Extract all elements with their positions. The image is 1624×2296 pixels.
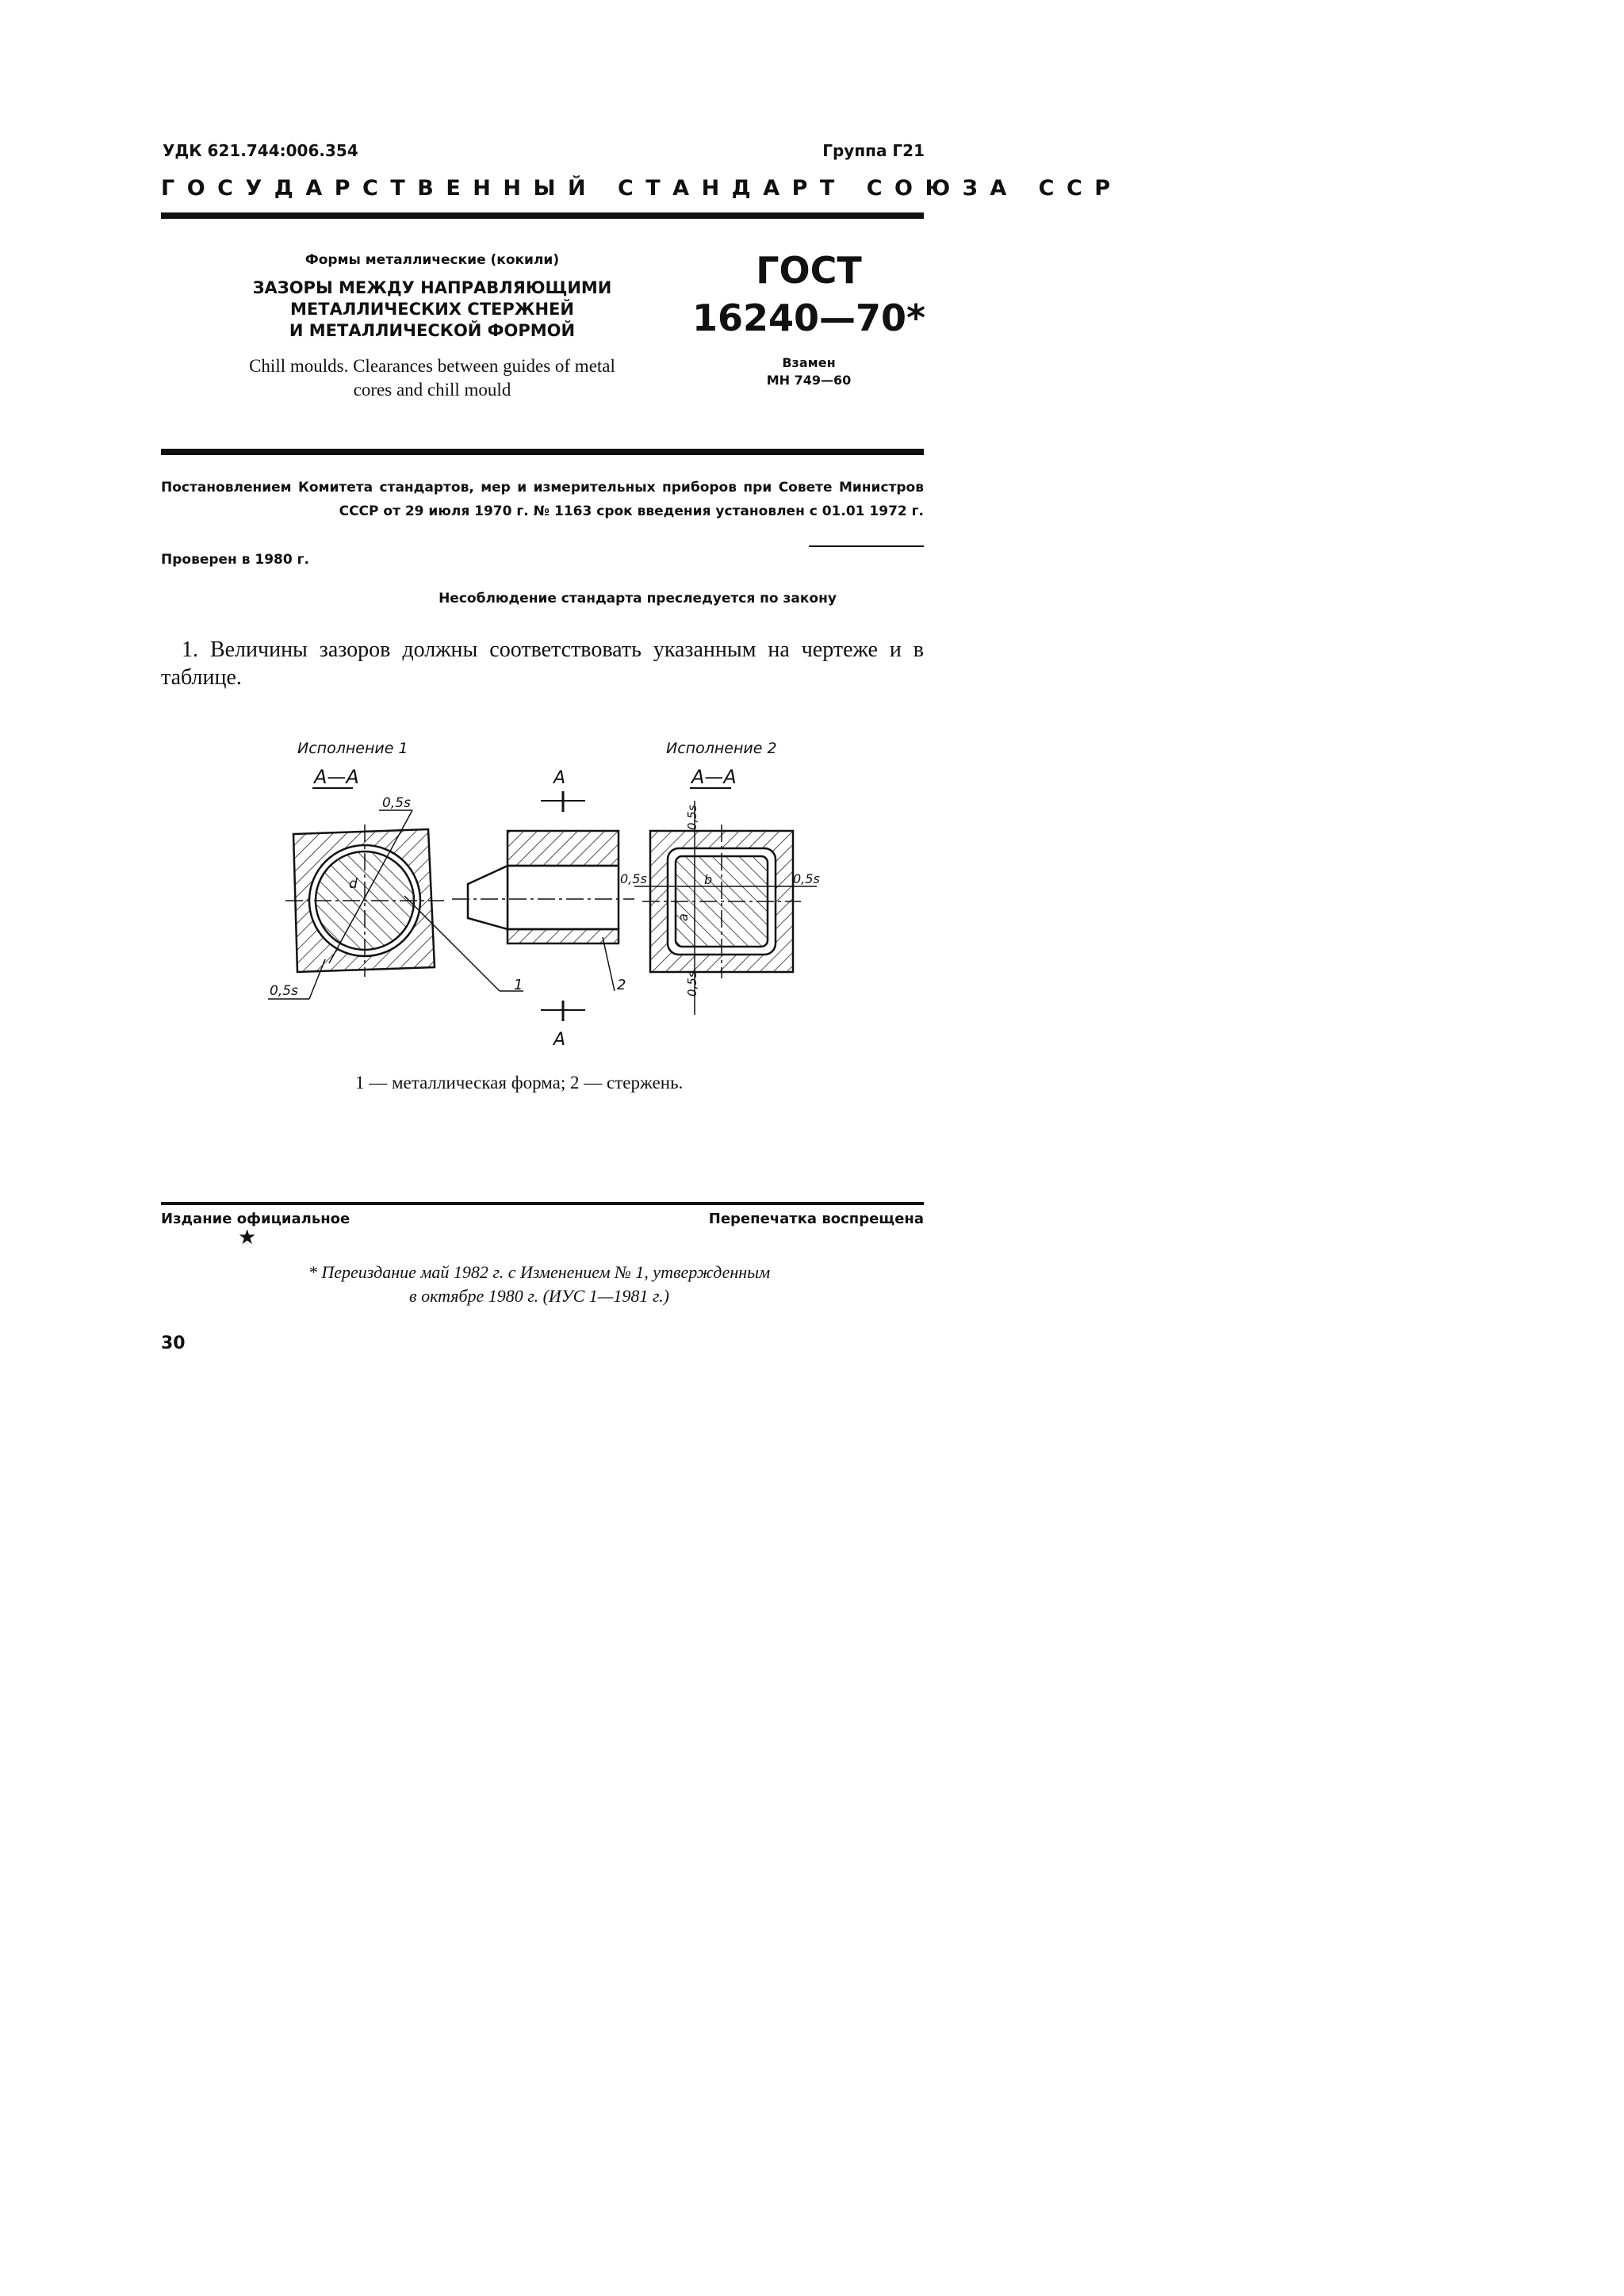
section-mark-top: А xyxy=(553,768,566,788)
state-standard-heading: ГОСУДАРСТВЕННЫЙ СТАНДАРТ СОЮЗА ССР xyxy=(161,176,1123,201)
dim-05s-2-right: 0,5s xyxy=(793,871,820,886)
reissue-line-2: в октябре 1980 г. (ИУС 1—1981 г.) xyxy=(409,1286,669,1306)
dim-05s-2-left: 0,5s xyxy=(620,871,647,886)
checked-note: Проверен в 1980 г. xyxy=(161,552,309,568)
section-label-2: А—А xyxy=(691,766,737,788)
section-mark-bottom: А xyxy=(553,1030,566,1050)
title-line-1: ЗАЗОРЫ МЕЖДУ НАПРАВЛЯЮЩИМИ xyxy=(252,278,612,297)
reissue-line-1: * Переиздание май 1982 г. с Изменением № 1, утвержденным xyxy=(308,1262,771,1282)
reissue-note xyxy=(238,1261,841,1308)
title-line-3: И МЕТАЛЛИЧЕСКОЙ ФОРМОЙ xyxy=(289,321,576,340)
gost-number: 16240—70* xyxy=(691,297,926,339)
edition-note: Издание официальное xyxy=(161,1211,350,1227)
dim-05s-2-top: 0,5s xyxy=(685,805,699,830)
gost-label: ГОСТ xyxy=(756,249,862,292)
dim-05s-1a: 0,5s xyxy=(382,795,411,811)
footer-rule xyxy=(161,1202,924,1205)
law-notice-text: Несоблюдение стандарта преследуется по закону xyxy=(439,591,837,607)
dim-b-label: b xyxy=(704,872,713,887)
figure-caption: 1 — металлическая форма; 2 — стержень. xyxy=(355,1073,684,1093)
replace-label: Взамен xyxy=(782,355,836,370)
english-title-line-2: cores and chill mould xyxy=(353,380,511,400)
group-code: Группа Г21 xyxy=(822,141,925,160)
technical-drawing xyxy=(262,729,880,1062)
variant-2-label: Исполнение 2 xyxy=(666,740,777,757)
law-notice xyxy=(0,591,1624,607)
page-number: 30 xyxy=(161,1334,186,1353)
top-rule xyxy=(161,212,924,219)
dim-a-label: a xyxy=(676,913,691,921)
dim-05s-1b: 0,5s xyxy=(270,983,298,999)
position-2: 2 xyxy=(617,977,626,993)
date-underline xyxy=(809,545,924,547)
resolution-text: Постановлением Комитета стандартов, мер и измерительных приборов при Совете Министров СССР от 29 июля 1970 г. № 1163 срок введения установлен с 01.01 1972 г. xyxy=(161,480,924,519)
title-rule xyxy=(161,449,924,455)
variant-1-section xyxy=(285,810,444,977)
replace-value: МН 749—60 xyxy=(766,373,852,388)
variant-2-section xyxy=(634,801,817,1015)
clause-1: 1. Величины зазоров должны соответствовать указанным на чертеже и в таблице. xyxy=(161,637,924,690)
dim-05s-2-bottom: 0,5s xyxy=(685,971,699,997)
dim-d-label: d xyxy=(349,876,358,892)
title-block xyxy=(198,252,666,402)
udk-code: УДК 621.744:006.354 xyxy=(163,141,358,160)
variant-1-label: Исполнение 1 xyxy=(297,740,408,757)
subtitle: Формы металлические (кокили) xyxy=(304,252,560,268)
core-side-view xyxy=(404,831,634,991)
star-icon: ★ xyxy=(238,1226,257,1249)
title-line-2: МЕТАЛЛИЧЕСКИХ СТЕРЖНЕЙ xyxy=(290,300,574,319)
reprint-note: Перепечатка воспрещена xyxy=(708,1211,924,1227)
gost-block xyxy=(690,250,928,389)
section-label-1: А—А xyxy=(314,766,359,788)
position-1: 1 xyxy=(514,977,523,993)
english-title-line-1: Chill moulds. Clearances between guides of metal xyxy=(249,356,615,376)
